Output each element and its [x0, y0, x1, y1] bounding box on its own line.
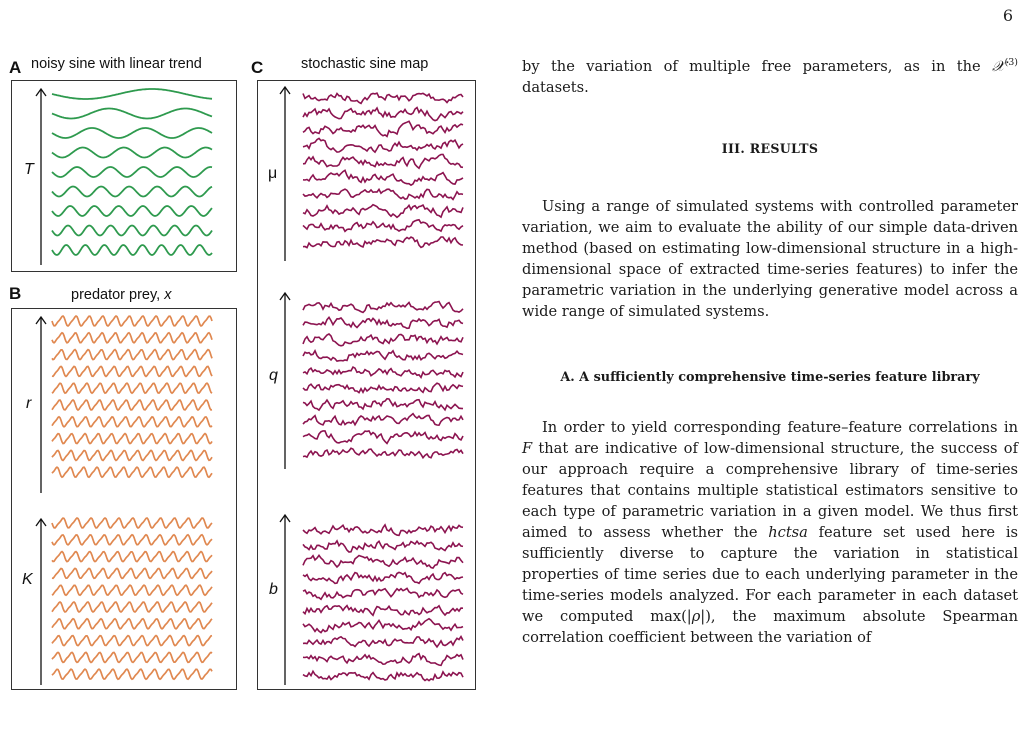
- panel-c-trace: [303, 572, 463, 583]
- panel-a-trace: [52, 167, 212, 177]
- library-text-2: that are indicative of low-dimensional structure, the success of our approach require a comprehensive library of time-series features that contains multiple statistical estimators sensitive to each type of parametric variation in a given model. We thus first aimed to assess whether the: [522, 440, 1018, 541]
- results-paragraph: Using a range of simulated systems with controlled parameter variation, we aim to evaluate the ability of our simple data-driven method (based on estimating low-dimensional structure in a high-dimensional space of extracted time-series features) to infer the parametric variation in the underlying generative model across a wide range of simulated systems.: [522, 198, 1018, 320]
- library-text-3: feature set used here is sufficiently diverse to capture the variation in statistical properties of time series due to each underlying parameter in the time-series models analyzed. For each parameter in each dataset we computed max(|: [522, 524, 1018, 625]
- panel-c-title: stochastic sine map: [301, 56, 429, 72]
- panel-c-box: [257, 80, 476, 690]
- panel-c-trace: [303, 541, 463, 552]
- panel-b-trace: [52, 602, 212, 612]
- panel-c-trace: [303, 448, 463, 458]
- library-text-4: |), the maximum absolute Spearman correlation coefficient between the variation of: [522, 608, 1018, 646]
- panel-b-trace: [52, 636, 212, 646]
- panel-c-trace: [303, 205, 463, 218]
- panel-b-trace: [52, 316, 212, 326]
- panel-c-trace: [303, 237, 463, 248]
- panel-c-param-mu: μ: [268, 165, 278, 182]
- subsection-heading: A. A sufficiently comprehensive time-series feature library: [560, 370, 980, 385]
- figure: [0, 0, 480, 749]
- panel-b-trace: [52, 652, 212, 662]
- panel-b-trace: [52, 417, 212, 427]
- panel-c-trace: [303, 383, 463, 392]
- panel-a-plot: [12, 81, 238, 273]
- intro-text-1: by the variation of multiple free parameters, as in the: [522, 58, 992, 75]
- panel-b-trace: [52, 518, 212, 528]
- intro-symbol: 𝒳: [991, 58, 1005, 75]
- panel-b-param-r: r: [26, 395, 32, 412]
- panel-c-trace: [303, 588, 463, 599]
- panel-c-trace: [303, 525, 463, 536]
- panel-b-trace: [52, 450, 212, 460]
- panel-b-title-var: x: [164, 287, 172, 303]
- library-text-1: In order to yield corresponding feature–feature correlations in: [542, 419, 1018, 436]
- panel-b-trace: [52, 585, 212, 595]
- panel-c-trace: [303, 121, 463, 136]
- panel-c-trace: [303, 317, 463, 328]
- panel-b-trace: [52, 366, 212, 376]
- panel-c-param-q: q: [269, 367, 278, 384]
- panel-a-box: [11, 80, 237, 272]
- intro-paragraph: [522, 52, 1018, 98]
- panel-b-trace: [52, 383, 212, 393]
- panel-b-plot: [12, 309, 238, 691]
- panel-a-trace: [52, 206, 212, 216]
- library-rho-symbol: ρ: [691, 608, 701, 625]
- panel-b-trace: [52, 568, 212, 578]
- panel-b-letter: B: [9, 284, 22, 303]
- panel-b-trace: [52, 333, 212, 343]
- panel-c-trace: [303, 654, 463, 666]
- panel-a-title: noisy sine with linear trend: [31, 56, 202, 72]
- text-column: [522, 52, 1018, 648]
- library-paragraph: [522, 417, 1018, 648]
- panel-a-trace: [52, 89, 212, 99]
- panel-c-trace: [303, 414, 463, 426]
- panel-b-trace: [52, 434, 212, 444]
- panel-a-trace: [52, 245, 212, 255]
- library-f-symbol: F: [522, 440, 533, 457]
- panel-a-letter: A: [9, 58, 22, 77]
- panel-b-trace: [52, 552, 212, 562]
- panel-b-title-text: predator prey,: [71, 287, 161, 303]
- intro-text-2: datasets.: [522, 79, 589, 96]
- panel-c-trace: [303, 93, 463, 103]
- panel-c-letter: C: [251, 58, 264, 77]
- panel-c-trace: [303, 220, 463, 232]
- panel-c-trace: [303, 555, 463, 568]
- page-number: 6: [1002, 6, 1013, 25]
- panel-a-trace: [52, 109, 212, 119]
- panel-b-trace: [52, 467, 212, 477]
- panel-c-trace: [303, 637, 463, 647]
- panel-c-trace: [303, 671, 463, 680]
- panel-c-trace: [303, 399, 463, 410]
- panel-a-trace: [52, 226, 212, 236]
- panel-b-title: [71, 287, 171, 303]
- panel-c-plot: [258, 81, 477, 691]
- panel-b-trace: [52, 535, 212, 545]
- panel-c-trace: [303, 431, 463, 444]
- panel-a-trace: [52, 128, 212, 138]
- library-hctsa: hctsa: [768, 524, 808, 541]
- panel-c-trace: [303, 619, 463, 633]
- panel-c-trace: [303, 334, 463, 346]
- panel-c-param-b: b: [269, 581, 278, 598]
- panel-c-trace: [303, 606, 463, 616]
- panel-c-trace: [303, 154, 463, 168]
- panel-c-trace: [303, 108, 463, 121]
- panel-c-trace: [303, 170, 463, 185]
- panel-c-trace: [303, 367, 463, 377]
- panel-a-trace: [52, 187, 212, 197]
- intro-superscript: (3): [1004, 57, 1018, 68]
- panel-c-trace: [303, 189, 463, 199]
- panel-b-box: [11, 308, 237, 690]
- panel-a-trace: [52, 148, 212, 158]
- panel-c-trace: [303, 302, 463, 313]
- panel-b-trace: [52, 619, 212, 629]
- panel-b-trace: [52, 400, 212, 410]
- panel-c-trace: [303, 138, 463, 152]
- panel-c-trace: [303, 351, 463, 361]
- panel-b-trace: [52, 350, 212, 360]
- panel-b-param-k: K: [22, 571, 33, 588]
- panel-a-param: T: [24, 161, 34, 178]
- panel-b-trace: [52, 669, 212, 679]
- section-heading: III. RESULTS: [721, 141, 819, 156]
